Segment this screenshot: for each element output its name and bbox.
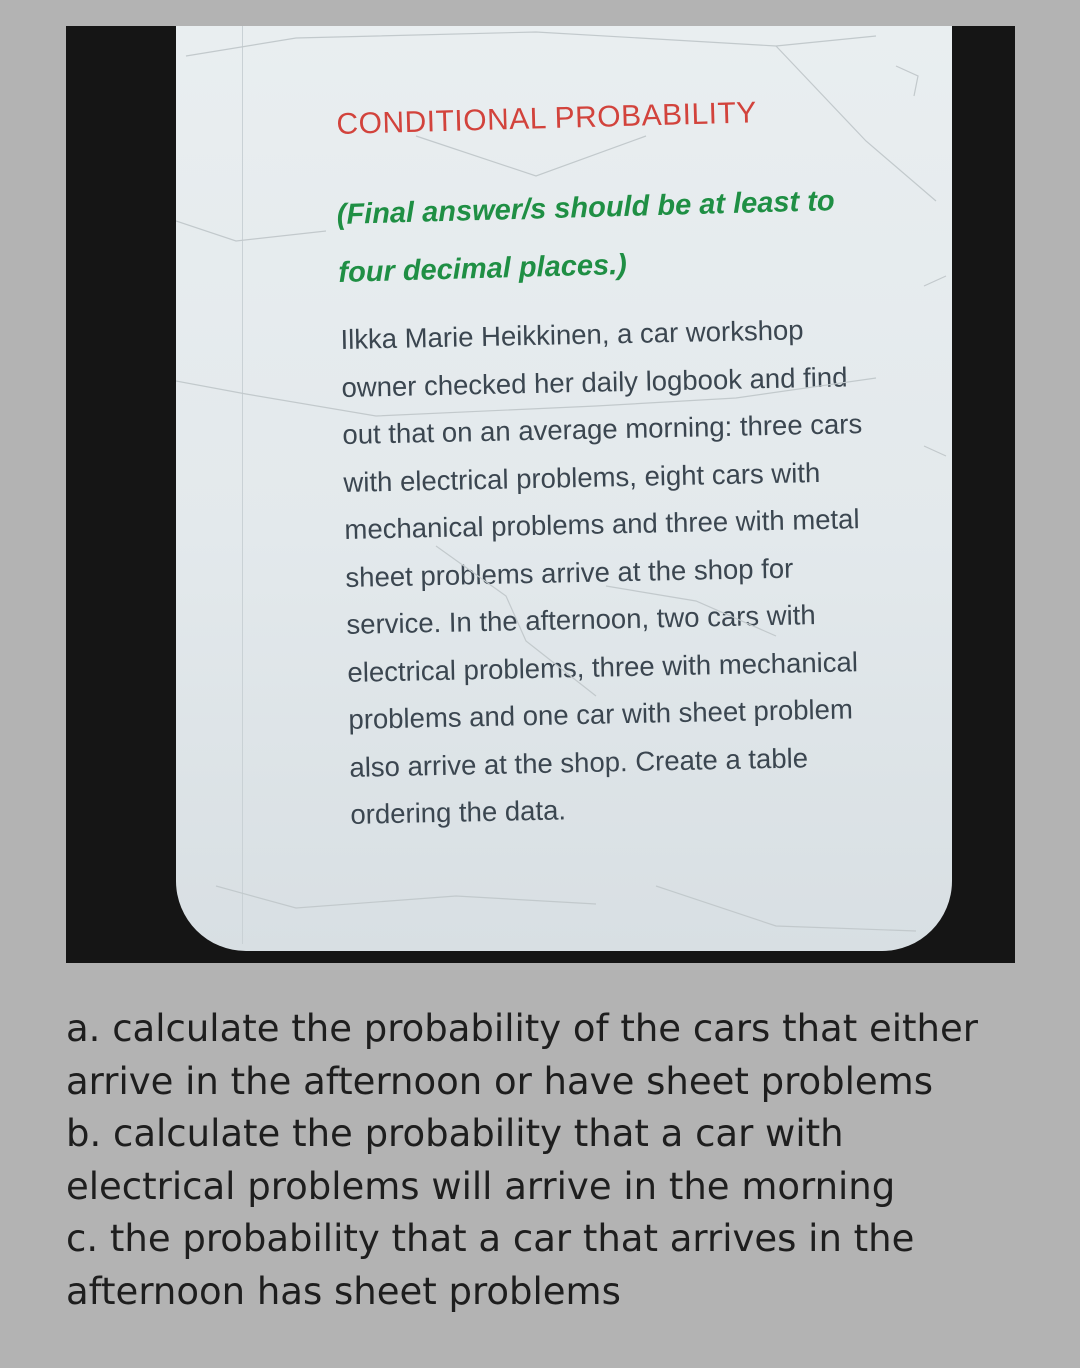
question-a-line-2: arrive in the afternoon or have sheet problems (66, 1059, 933, 1103)
problem-photo (66, 26, 1015, 963)
problem-statement: Ilkka Marie Heikkinen, a car workshop owner checked her daily logbook and find out that on an average morning: three cars with electrical problems, eight cars with mechanical problems and three with metal sheet problems arrive at the shop for service. In the afternoon, two cars with electrical problems, three with mechanical problems and one car with sheet problem also arrive at the shop. Create a table ordering the data. (340, 314, 863, 830)
question-a-line-1: a. calculate the probability of the cars that either (66, 1007, 978, 1050)
question-c-line-1: c. the probability that a car that arrives in the (66, 1217, 915, 1260)
question-c-line-2: afternoon has sheet problems (66, 1269, 621, 1313)
question-b-line-2: electrical problems will arrive in the morning (66, 1164, 896, 1208)
questions-block (66, 1003, 1026, 1318)
decimal-places-note: (Final answer/s should be at least to four decimal places.) (336, 185, 836, 289)
question-b-line-1: b. calculate the probability that a car with (66, 1112, 844, 1155)
screen-margin-line (242, 26, 243, 944)
problem-heading: CONDITIONAL PROBABILITY (336, 96, 758, 141)
phone-screen (176, 26, 952, 951)
